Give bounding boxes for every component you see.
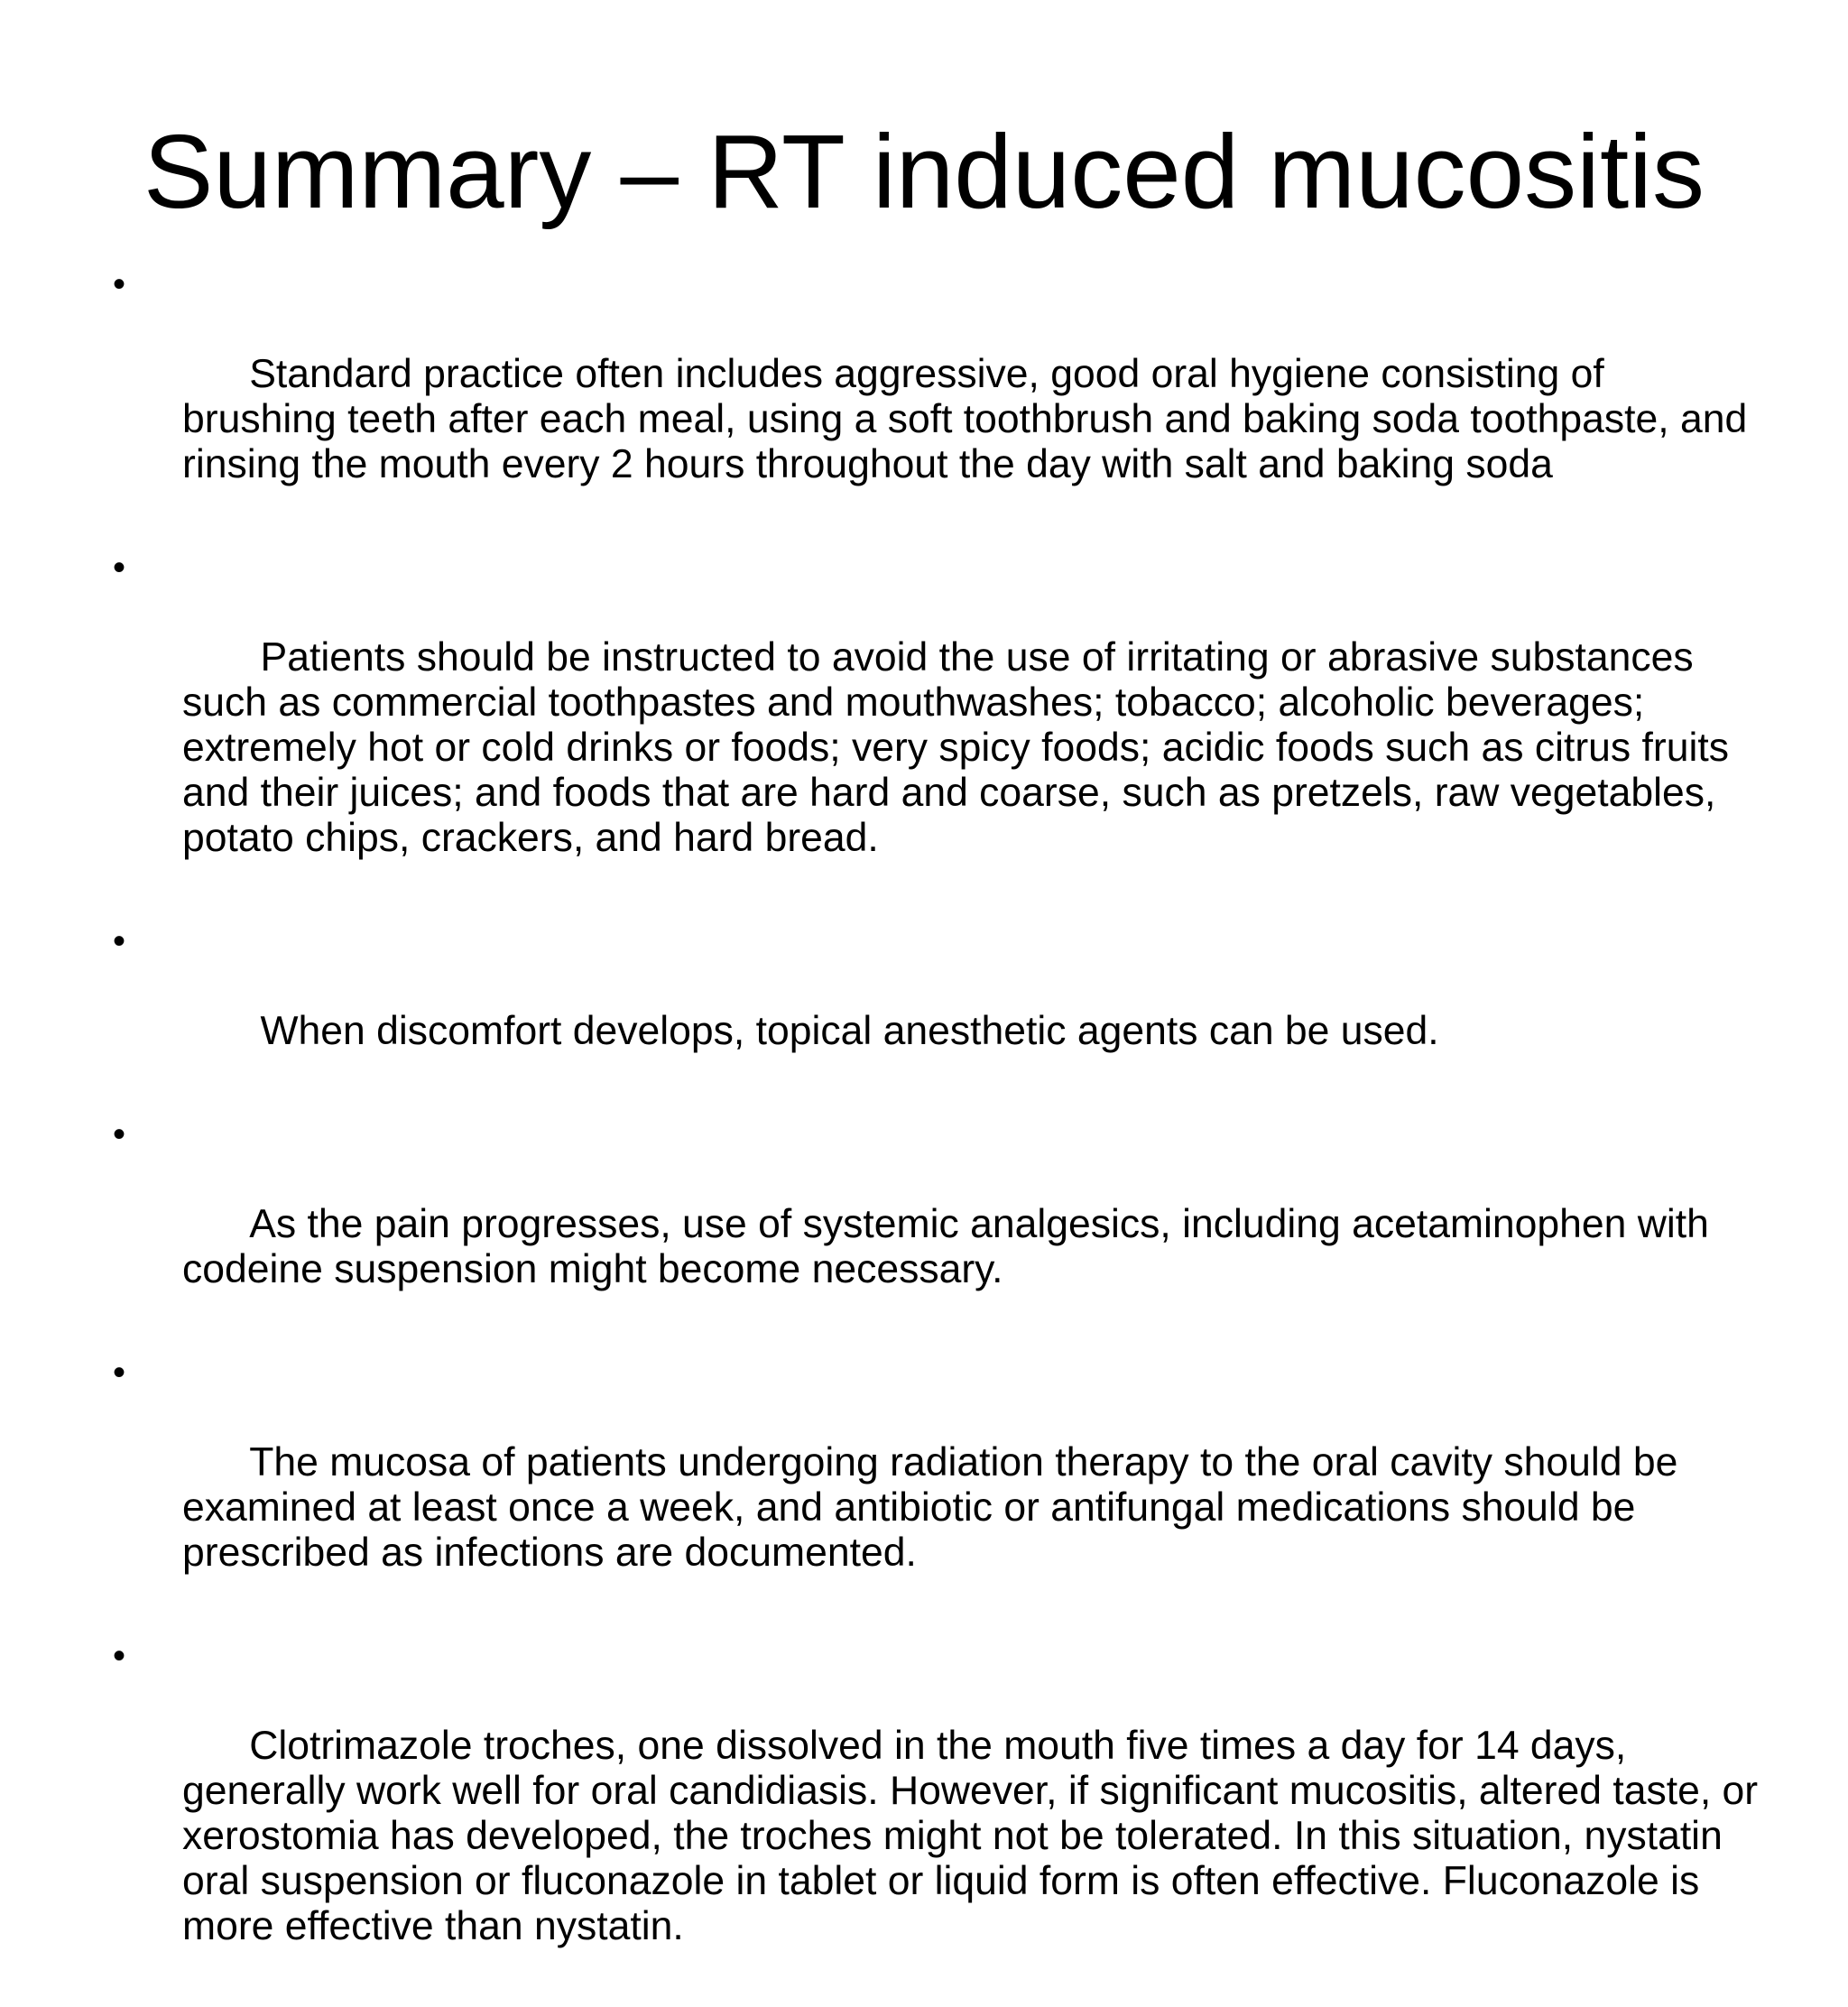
bullet-item	[0, 545, 1761, 906]
bullet-marker: •	[113, 1636, 126, 1676]
bullet-text: Clotrimazole troches, one dissolved in the mouth five times a day for 14 days, generally work well for oral candidiasis. However, if significant mucositis, altered taste, or xerostomia has developed, the troches might not be tolerated. In this situation, nystatin oral suspension or fluconazole in tablet or liquid form is often effective. Fluconazole is more effective than nystatin.	[182, 1724, 1769, 1948]
bullet-marker: •	[113, 1114, 126, 1154]
bullet-text: Standard practice often includes aggressive, good oral hygiene consisting of brushing teeth after each meal, using a soft toothbrush and baking soda toothpaste, and rinsing the mouth every 2 hours throughout the day with salt and baking soda	[182, 352, 1759, 486]
bullet-text: When discomfort develops, topical anesthetic agents can be used.	[249, 1009, 1439, 1053]
bullet-list	[0, 262, 1848, 2007]
bullet-marker: •	[113, 548, 126, 587]
bullet-item	[0, 1350, 1761, 1621]
slide-title: Summary – RT induced mucositis	[143, 113, 1705, 230]
bullet-marker: •	[113, 1353, 126, 1392]
bullet-item	[0, 262, 1761, 532]
bullet-text: Patients should be instructed to avoid the use of irritating or abrasive substances such as commercial toothpastes and mouthwashes; tobacco; alcoholic beverages; extremely hot or cold drinks or foods; very spicy foods; acidic foods such as citrus fruits and their juices; and foods that are hard and coarse, such as pretzels, raw vegetables, potato chips, crackers, and hard bread.	[182, 635, 1741, 860]
bullet-marker: •	[113, 921, 126, 961]
bullet-text: The mucosa of patients undergoing radiation therapy to the oral cavity should be examined at least once a week, and antibiotic or antifungal medications should be prescribed as infections are documented.	[182, 1440, 1689, 1575]
bullet-item	[0, 1633, 1769, 1994]
bullet-item	[0, 1112, 1761, 1337]
bullet-text: As the pain progresses, use of systemic analgesics, including acetaminophen with codeine suspension might become necessary.	[182, 1202, 1721, 1291]
bullet-marker: •	[113, 264, 126, 304]
bullet-item	[0, 919, 1761, 1099]
